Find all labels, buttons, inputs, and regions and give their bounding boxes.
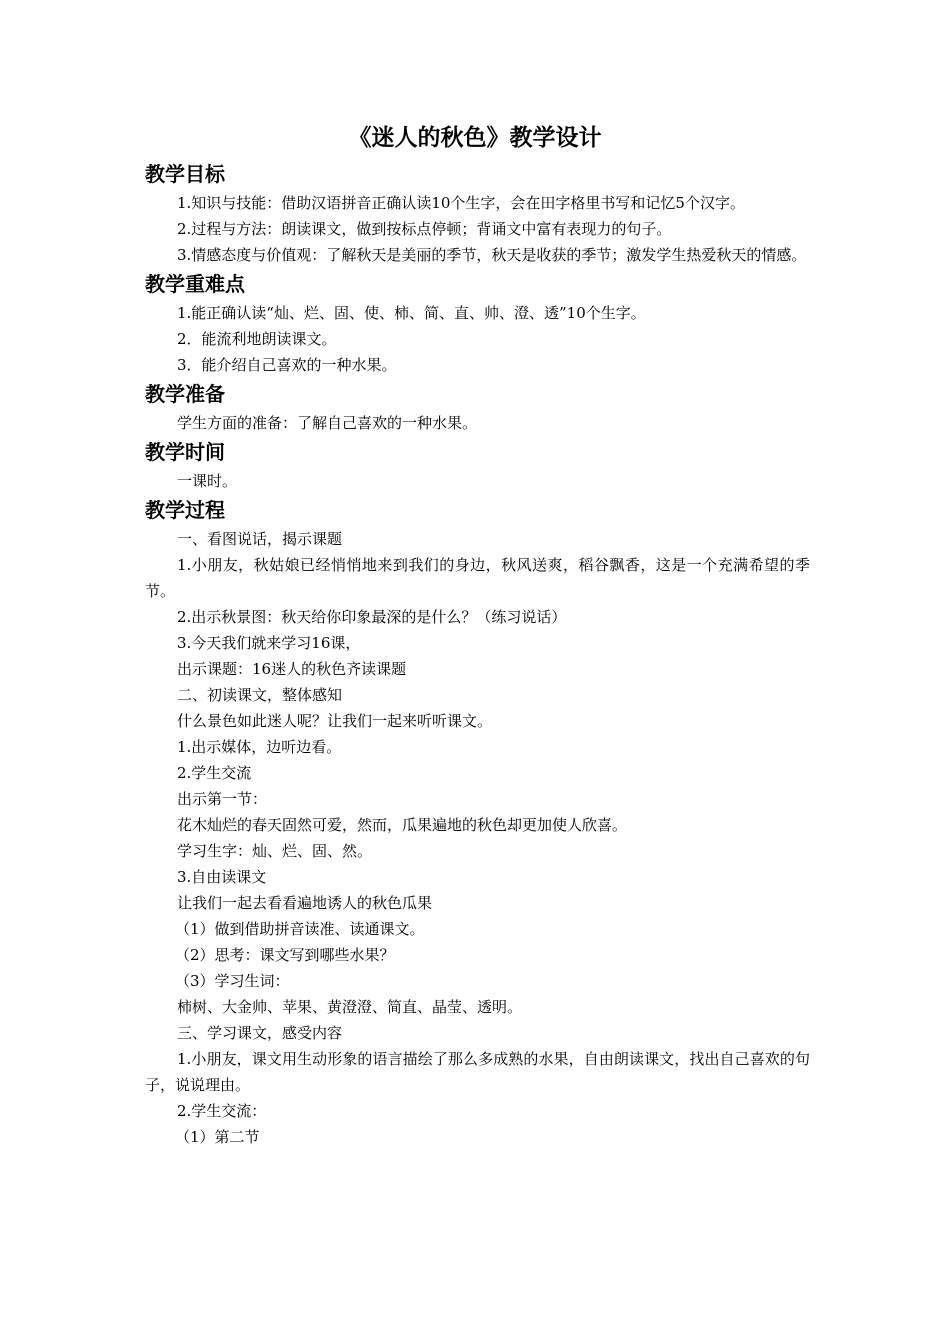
paragraph: 二、初读课文，整体感知: [177, 686, 343, 704]
paragraph: 出示课题：16迷人的秋色齐读课题: [177, 660, 407, 678]
paragraph: 1.小朋友，秋姑娘已经悄悄地来到我们的身边，秋风送爽，稻谷飘香，这是一个充满希望的季节。: [145, 556, 810, 600]
paragraph: 三、学习课文，感受内容: [177, 1024, 343, 1042]
paragraph: 一、看图说话，揭示课题: [177, 530, 343, 548]
section-heading-key-points: 教学重难点: [145, 272, 245, 296]
paragraph: 一课时。: [177, 472, 238, 490]
paragraph: 什么景色如此迷人呢？让我们一起来听听课文。: [177, 712, 493, 730]
document-body: [145, 158, 810, 1150]
paragraph: 2.学生交流：: [177, 1102, 267, 1120]
section-heading-objectives: 教学目标: [145, 162, 225, 186]
paragraph: 2.出示秋景图：秋天给你印象最深的是什么？（练习说话）: [177, 608, 567, 626]
list-item: （2）思考：课文写到哪些水果？: [175, 946, 395, 964]
paragraph: 花木灿烂的春天固然可爱，然而，瓜果遍地的秋色却更加使人欣喜。: [177, 816, 628, 834]
section-heading-time: 教学时间: [145, 440, 225, 464]
paragraph: 1.能正确认读“灿、烂、固、使、柿、简、直、帅、澄、透”10个生字。: [177, 304, 646, 322]
paragraph: 3.今天我们就来学习16课，: [177, 634, 361, 652]
paragraph: 1.小朋友，课文用生动形象的语言描绘了那么多成熟的水果，自由朗读课文，找出自己喜欢的句子，说说理由。: [145, 1050, 810, 1094]
paragraph: 学习生字：灿、烂、固、然。: [177, 842, 373, 860]
paragraph: 让我们一起去看看遍地诱人的秋色瓜果: [177, 894, 433, 912]
paragraph: 3.情感态度与价值观：了解秋天是美丽的季节，秋天是收获的季节；激发学生热爱秋天的情感。: [177, 246, 807, 264]
paragraph: 柿树、大金帅、苹果、黄澄澄、简直、晶莹、透明。: [177, 998, 523, 1016]
paragraph: 学生方面的准备：了解自己喜欢的一种水果。: [177, 414, 478, 432]
section-heading-preparation: 教学准备: [145, 382, 225, 406]
paragraph: 1.出示媒体，边听边看。: [177, 738, 342, 756]
paragraph: 1.知识与技能：借助汉语拼音正确认读10个生字，会在田字格里书写和记忆5个汉字。: [177, 194, 745, 212]
list-item: （3）学习生词：: [175, 972, 290, 990]
page-title: 《迷人的秋色》教学设计: [348, 125, 602, 151]
paragraph: 3.自由读课文: [177, 868, 267, 886]
section-heading-process: 教学过程: [145, 498, 225, 522]
paragraph: 2．能流利地朗读课文。: [177, 330, 337, 348]
paragraph: 出示第一节：: [177, 790, 268, 808]
list-item: （1）第二节: [175, 1128, 260, 1146]
paragraph: 3．能介绍自己喜欢的一种水果。: [177, 356, 397, 374]
paragraph: 2.过程与方法：朗读课文，做到按标点停顿；背诵文中富有表现力的句子。: [177, 220, 672, 238]
paragraph: 2.学生交流: [177, 764, 252, 782]
list-item: （1）做到借助拼音读准、读通课文。: [175, 920, 425, 938]
